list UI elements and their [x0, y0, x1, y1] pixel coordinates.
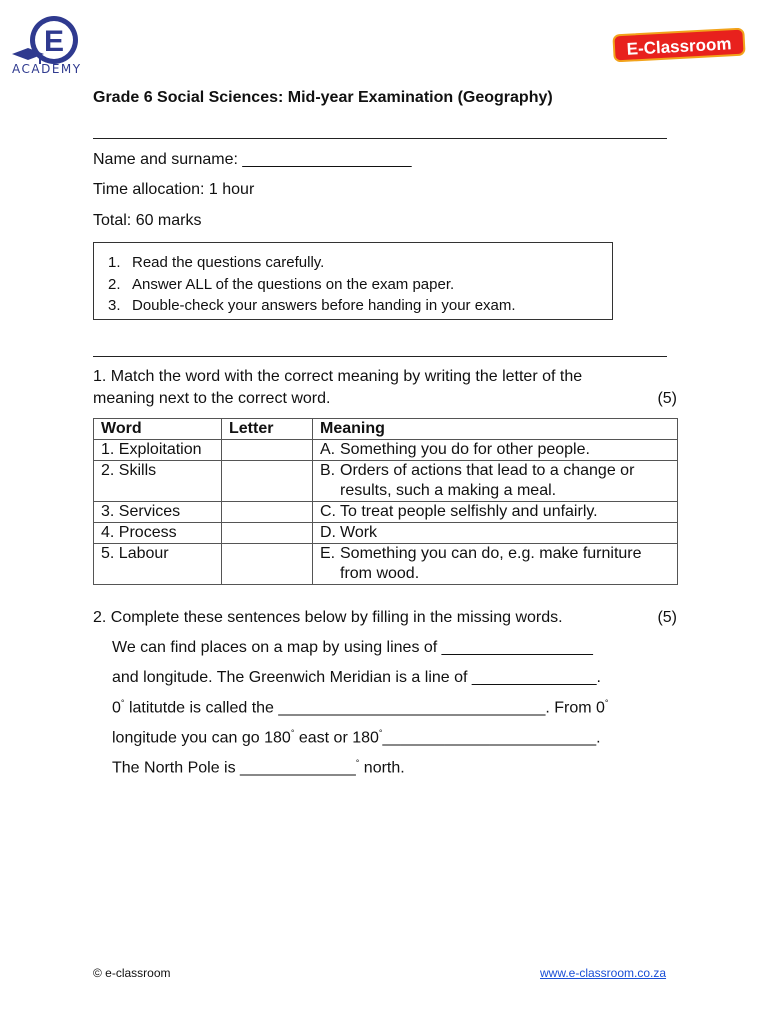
table-header-row: Word Letter Meaning [94, 419, 678, 440]
instruction-item: 2. Answer ALL of the questions on the exam paper. [108, 275, 455, 293]
instruction-item: 1. Read the questions carefully. [108, 254, 325, 271]
fill-in-sentence: The North Pole is _____________° north. [112, 758, 405, 777]
svg-text:E: E [43, 25, 65, 58]
table-row: 1. Exploitation A. Something you do for other people. [94, 440, 678, 461]
total-marks: Total: 60 marks [93, 212, 202, 229]
matching-table [93, 418, 678, 585]
table-row: 2. Skills B. Orders of actions that lead to a change or results, such a making a meal. [94, 461, 678, 502]
question-1-marks: (5) [657, 390, 677, 407]
instruction-item: 3. Double-check your answers before handing in your exam. [108, 297, 516, 314]
academy-logo-text: ACADEMY [12, 62, 82, 76]
letter-answer-cell[interactable] [222, 523, 313, 544]
fill-in-sentence: We can find places on a map by using lines of _________________ [112, 639, 593, 656]
footer-copyright: © e-classroom [93, 966, 171, 980]
page-title: Grade 6 Social Sciences: Mid-year Examination (Geography) [93, 89, 553, 106]
table-row: 5. Labour E. Something you can do, e.g. make furniture from wood. [94, 544, 678, 585]
letter-answer-cell[interactable] [222, 461, 313, 502]
letter-answer-cell[interactable] [222, 544, 313, 585]
divider-top [93, 138, 667, 139]
fill-in-sentence: longitude you can go 180° east or 180°________________________. [112, 728, 601, 747]
question-1-prompt: 1. Match the word with the correct meaning by writing the letter of the meaning next to the correct word. (5) [93, 366, 677, 410]
footer-website-link[interactable]: www.e-classroom.co.za [540, 966, 667, 980]
letter-answer-cell[interactable] [222, 502, 313, 523]
divider-middle [93, 356, 667, 357]
question-2-prompt: 2. Complete these sentences below by filling in the missing words. (5) [93, 609, 677, 626]
letter-answer-cell[interactable] [222, 440, 313, 461]
name-surname-line: Name and surname: ___________________ [93, 151, 412, 168]
table-row: 3. Services C. To treat people selfishly and unfairly. [94, 502, 678, 523]
question-2-marks: (5) [657, 609, 677, 626]
table-row: 4. Process D. Work [94, 523, 678, 544]
time-allocation: Time allocation: 1 hour [93, 181, 255, 198]
svg-text:E-Classroom: E-Classroom [626, 34, 732, 59]
instructions-box [93, 242, 613, 320]
fill-in-sentence: 0° latitutde is called the ______________________________. From 0° [112, 698, 609, 717]
fill-in-sentence: and longitude. The Greenwich Meridian is a line of ______________. [112, 669, 601, 686]
e-classroom-logo [612, 28, 746, 62]
